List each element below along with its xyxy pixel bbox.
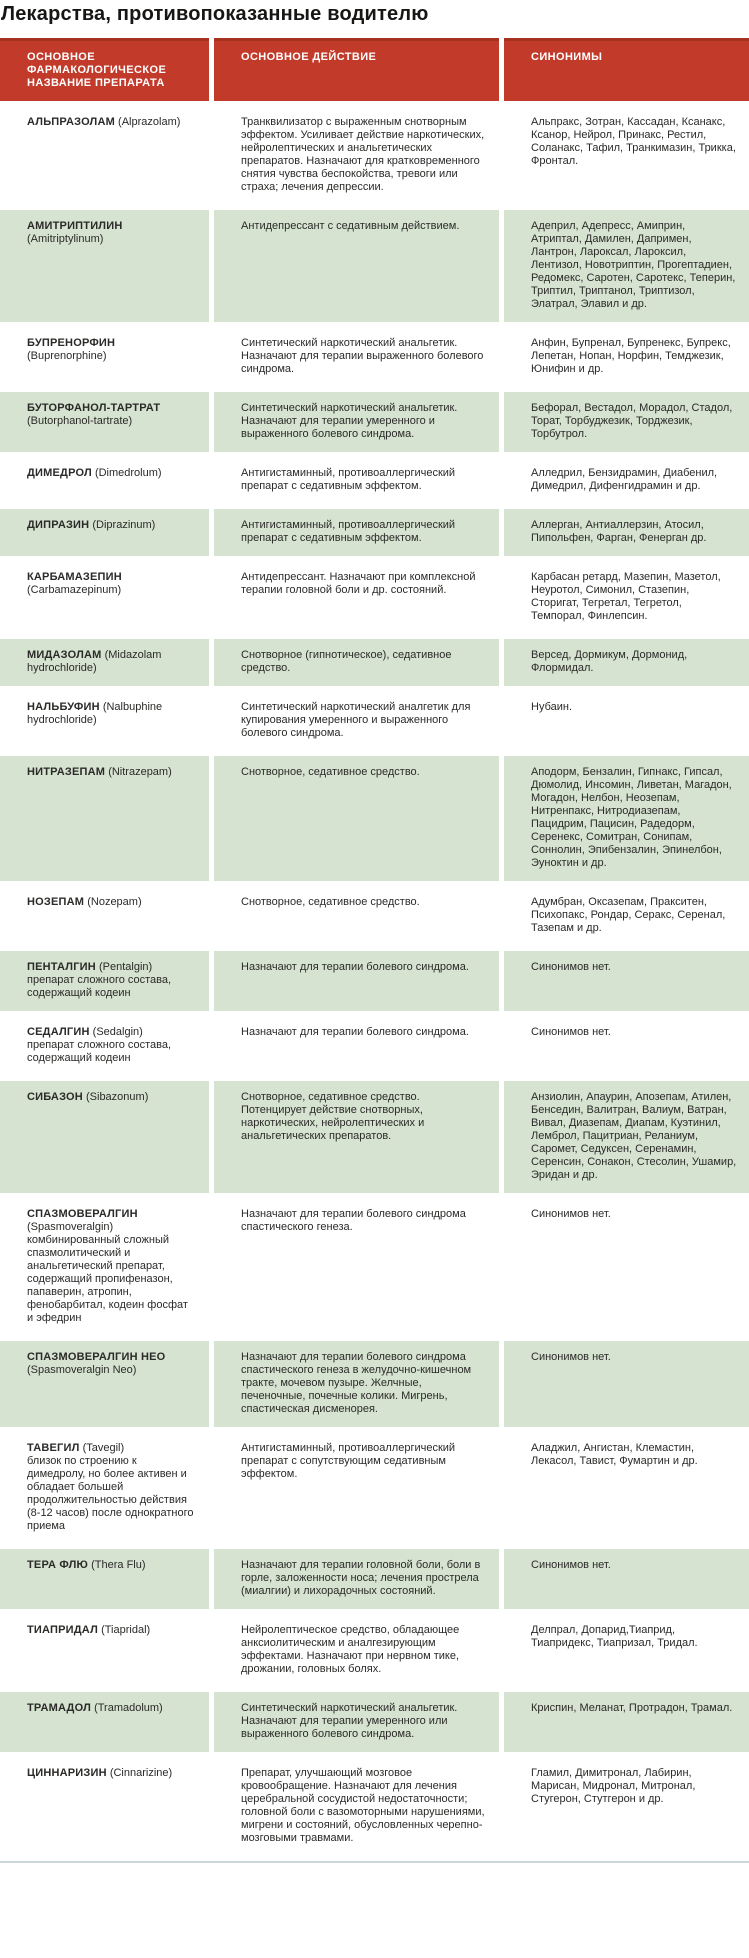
drug-name-cell (0, 1757, 209, 1856)
bottom-divider (0, 1861, 749, 1869)
drug-name: БУТОРФАНОЛ-ТАРТРАТ (27, 402, 161, 414)
drug-name: ПЕНТАЛГИН (27, 961, 96, 973)
drug-name: БУПРЕНОРФИН (27, 337, 116, 349)
table-header-row (0, 38, 749, 101)
drug-action-cell: Препарат, улучшающий мозговое кровообращение. Назначают для лечения церебральной сосудистой недостаточности; головной боли с вазомоторными нарушениями, мигрени и состояний, обусловленных черепно-мозговыми травмами. (214, 1757, 499, 1856)
column-header-main-action: ОСНОВНОЕ ДЕЙСТВИЕ (214, 38, 499, 101)
drug-synonyms-cell: Аподорм, Бензалин, Гипнакс, Гипсал, Дюмолид, Инсомин, Ливетан, Магадон, Могадон, Нелбон, Неозепам, Нитренпакс, Нитродиазепам, Пацидрим, Пацисин, Радедорм, Серенекс, Сомитран, Сонипам, Соннолин, Эпибензалин, Эпинелбон, Эуноктин и др. (504, 756, 749, 881)
drug-name: МИДАЗОЛАМ (27, 649, 102, 661)
drug-latin-name: (Pentalgin) (98, 961, 153, 973)
table-row (0, 210, 749, 322)
table-row (0, 951, 749, 1011)
drug-name-cell (0, 1341, 209, 1427)
column-header-synonyms: СИНОНИМЫ (504, 38, 749, 101)
drug-action-cell: Нейролептическое средство, обладающее анксиолитическим и аналгезирующим эффектами. Назначают при нервном тике, дрожании, головных болях. (214, 1614, 499, 1687)
drug-latin-name: (Carbamazepinum) (27, 584, 122, 596)
drug-name: СЕДАЛГИН (27, 1026, 90, 1038)
drug-name: НИТРАЗЕПАМ (27, 766, 106, 778)
drug-name-cell (0, 951, 209, 1011)
drug-name: ТЕРА ФЛЮ (27, 1559, 89, 1571)
table-row (0, 1016, 749, 1076)
drug-action-cell: Снотворное, седативное средство. Потенцирует действие снотворных, наркотических, нейролептических и анальгетических препаратов. (214, 1081, 499, 1193)
table-row (0, 691, 749, 751)
drug-action-cell: Антидепрессант с седативным действием. (214, 210, 499, 322)
drug-name-cell (0, 886, 209, 946)
drug-latin-name: (Buprenorphine) (27, 350, 107, 362)
drug-note: препарат сложного состава, содержащий кодеин (27, 1039, 172, 1064)
drug-name: КАРБАМАЗЕПИН (27, 571, 122, 583)
drug-action-cell: Антигистаминный, противоаллергический препарат с сопутствующим седативным эффектом. (214, 1432, 499, 1544)
drug-name-cell (0, 1432, 209, 1544)
drug-latin-name: (Tramadolum) (94, 1702, 163, 1714)
drug-action-cell: Синтетический наркотический анальгетик. Назначают для терапии выраженного болевого синдрома. (214, 327, 499, 387)
table-row (0, 886, 749, 946)
drug-name-cell (0, 1198, 209, 1336)
drug-name: ЦИННАРИЗИН (27, 1767, 107, 1779)
drug-action-cell: Назначают для терапии болевого синдрома спастического генеза в желудочно-кишечном тракте, мочевом пузыре. Желчные, печеночные, почечные колики. Мигрень, спастическая дисменорея. (214, 1341, 499, 1427)
drug-synonyms-cell: Нубаин. (504, 691, 749, 751)
drug-synonyms-cell: Анфин, Бупренал, Бупренекс, Бупрекс, Лепетан, Нопан, Норфин, Темджезик, Юнифин и др. (504, 327, 749, 387)
drug-synonyms-cell: Синонимов нет. (504, 1198, 749, 1336)
drug-latin-name: (Nalbuphine hydrochloride) (27, 701, 163, 726)
drug-action-cell: Антигистаминный, противоаллергический препарат с седативным эффектом. (214, 509, 499, 556)
table-row (0, 1432, 749, 1544)
drug-latin-name: (Alprazolam) (118, 116, 181, 128)
drug-synonyms-cell: Адумбран, Оксазепам, Пракситен, Психопакс, Рондар, Серакс, Серенал, Тазепам и др. (504, 886, 749, 946)
table-row (0, 756, 749, 881)
drug-synonyms-cell: Синонимов нет. (504, 1549, 749, 1609)
drug-note: близок по строению к димедролу, но более активен и обладает большей продолжительностью действия (8-12 часов) после однократного приема (27, 1455, 194, 1532)
drug-latin-name: (Nitrazepam) (108, 766, 172, 778)
drug-action-cell: Назначают для терапии болевого синдрома. (214, 1016, 499, 1076)
drug-synonyms-cell: Адеприл, Адепресс, Амиприн, Атриптал, Дамилен, Дапримен, Лантрон, Лароксал, Лароксил, Лентизол, Новотриптин, Прогептадиен, Редомекс, Саротен, Саротекс, Теперин, Триптил, Триптанол, Триптизол, Элатрал, Элавил и др. (504, 210, 749, 322)
drug-table-body (0, 106, 749, 1856)
table-row (0, 1692, 749, 1752)
drug-name-cell (0, 1614, 209, 1687)
drug-name: СПАЗМОВЕРАЛГИН (27, 1208, 138, 1220)
drug-action-cell: Синтетический наркотический анальгетик. Назначают для терапии умеренного или выраженного болевого синдрома. (214, 1692, 499, 1752)
drug-latin-name: (Dimedrolum) (94, 467, 162, 479)
drug-latin-name: (Sibazonum) (86, 1091, 149, 1103)
drug-note: препарат сложного состава, содержащий кодеин (27, 974, 172, 999)
drug-action-cell: Транквилизатор с выраженным снотворным эффектом. Усиливает действие наркотических, нейролептических и анальгетических препаратов. Назначают для кратковременного снятия чувства беспокойства, тревоги или страха; лечения депрессии. (214, 106, 499, 205)
page-title: Лекарства, противопоказанные водителю (1, 3, 429, 25)
drug-latin-name: (Diprazinum) (92, 519, 156, 531)
drug-name: ДИМЕДРОЛ (27, 467, 92, 479)
drug-synonyms-cell: Версед, Дормикум, Дормонид, Флормидал. (504, 639, 749, 686)
drug-synonyms-cell: Синонимов нет. (504, 1016, 749, 1076)
drug-latin-name: (Cinnarizine) (109, 1767, 173, 1779)
drug-name: АЛЬПРАЗОЛАМ (27, 116, 115, 128)
drug-action-cell: Назначают для терапии болевого синдрома. (214, 951, 499, 1011)
drug-action-cell: Синтетический наркотический аналгетик для купирования умеренного и выраженного болевого синдрома. (214, 691, 499, 751)
drug-latin-name: (Spasmoveralgin) (27, 1221, 114, 1233)
drug-synonyms-cell: Криспин, Меланат, Протрадон, Трамал. (504, 1692, 749, 1752)
table-row (0, 1081, 749, 1193)
drug-name: ТИАПРИДАЛ (27, 1624, 99, 1636)
drug-action-cell: Снотворное (гипнотическое), седативное средство. (214, 639, 499, 686)
drug-latin-name: (Tavegil) (82, 1442, 125, 1454)
drug-name-cell (0, 210, 209, 322)
drug-synonyms-cell: Делпрал, Допарид,Тиаприд, Тиапридекс, Тиапризал, Тридал. (504, 1614, 749, 1687)
drug-latin-name: (Amitriptylinum) (27, 233, 104, 245)
table-row (0, 392, 749, 452)
drug-name-cell (0, 1016, 209, 1076)
drug-action-cell: Антигистаминный, противоаллергический препарат с седативным эффектом. (214, 457, 499, 504)
table-row (0, 561, 749, 634)
drug-synonyms-cell: Карбасан ретард, Мазепин, Мазетол, Неуротол, Симонил, Стазепин, Сторигат, Тегретал, Тегретол, Темпорал, Финлепсин. (504, 561, 749, 634)
drug-name-cell (0, 1692, 209, 1752)
drug-note: комбинированный сложный спазмолитический и анальгетический препарат, содержащий пропифеназон, папаверин, атропин, фенобарбитал, кодеин фосфат и эфедрин (27, 1234, 188, 1324)
drug-action-cell: Синтетический наркотический анальгетик. Назначают для терапии умеренного и выраженного болевого синдрома. (214, 392, 499, 452)
drug-latin-name: (Sedalgin) (92, 1026, 143, 1038)
drug-name: НАЛЬБУФИН (27, 701, 100, 713)
page (0, 3, 749, 1869)
table-row (0, 509, 749, 556)
drug-latin-name: (Thera Flu) (91, 1559, 146, 1571)
table-row (0, 1549, 749, 1609)
drug-synonyms-cell: Синонимов нет. (504, 1341, 749, 1427)
drug-synonyms-cell: Алледрил, Бензидрамин, Диабенил, Димедрил, Дифенгидрамин и др. (504, 457, 749, 504)
drug-synonyms-cell: Анзиолин, Апаурин, Апозепам, Атилен, Бенседин, Валитран, Валиум, Ватран, Вивал, Диазепам, Диапам, Куэтинил, Лемброл, Пацитриан, Реланиум, Саромет, Седуксен, Серенамин, Серенсин, Сонакон, Стесолин, Ушамир, Эридан и др. (504, 1081, 749, 1193)
drug-synonyms-cell: Синонимов нет. (504, 951, 749, 1011)
drug-action-cell: Назначают для терапии болевого синдрома спастического генеза. (214, 1198, 499, 1336)
drug-action-cell: Назначают для терапии головной боли, боли в горле, заложенности носа; лечения прострела (миалгии) и лихорадочных состояний. (214, 1549, 499, 1609)
table-row (0, 639, 749, 686)
drug-name-cell (0, 457, 209, 504)
drug-name-cell (0, 756, 209, 881)
drug-latin-name: (Midazolam hydrochloride) (27, 649, 162, 674)
drug-name-cell (0, 1549, 209, 1609)
drug-name: СПАЗМОВЕРАЛГИН НЕО (27, 1351, 166, 1363)
drug-synonyms-cell: Альпракс, Зотран, Кассадан, Ксанакс, Ксанор, Нейрол, Принакс, Рестил, Соланакс, Тафил, Транкимазин, Трикка, Фронтал. (504, 106, 749, 205)
drug-action-cell: Снотворное, седативное средство. (214, 756, 499, 881)
drug-name-cell (0, 639, 209, 686)
drug-name-cell (0, 691, 209, 751)
drug-name: НОЗЕПАМ (27, 896, 85, 908)
drug-synonyms-cell: Бефорал, Вестадол, Морадол, Стадол, Торат, Торбуджезик, Торджезик, Торбутрол. (504, 392, 749, 452)
drug-synonyms-cell: Гламил, Димитронал, Лабирин, Марисан, Мидронал, Митронал, Стугерон, Стутгерон и др. (504, 1757, 749, 1856)
drug-latin-name: (Butorphanol-tartrate) (27, 415, 133, 427)
drug-name-cell (0, 509, 209, 556)
drug-name: СИБАЗОН (27, 1091, 83, 1103)
drug-latin-name: (Tiapridal) (101, 1624, 151, 1636)
drug-name-cell (0, 561, 209, 634)
drug-synonyms-cell: Аладжил, Ангистан, Клемастин, Лекасол, Тавист, Фумартин и др. (504, 1432, 749, 1544)
drug-action-cell: Снотворное, седативное средство. (214, 886, 499, 946)
drug-name-cell (0, 327, 209, 387)
drug-name: ТАВЕГИЛ (27, 1442, 80, 1454)
column-header-drug-name: ОСНОВНОЕ ФАРМАКОЛОГИЧЕСКОЕ НАЗВАНИЕ ПРЕПАРАТА (0, 38, 209, 101)
drug-name-cell (0, 1081, 209, 1193)
table-row (0, 1614, 749, 1687)
table-row (0, 106, 749, 205)
drug-synonyms-cell: Аллерган, Антиаллерзин, Атосил, Пипольфен, Фарган, Фенерган др. (504, 509, 749, 556)
drug-latin-name: (Nozepam) (87, 896, 142, 908)
drug-name-cell (0, 392, 209, 452)
drug-action-cell: Антидепрессант. Назначают при комплексной терапии головной боли и др. состояний. (214, 561, 499, 634)
drug-name: ДИПРАЗИН (27, 519, 90, 531)
drug-name: ТРАМАДОЛ (27, 1702, 91, 1714)
drug-latin-name: (Spasmoveralgin Neo) (27, 1364, 137, 1376)
table-row (0, 1198, 749, 1336)
table-row (0, 1341, 749, 1427)
table-row (0, 1757, 749, 1856)
table-row (0, 457, 749, 504)
drug-name-cell (0, 106, 209, 205)
table-row (0, 327, 749, 387)
drug-name: АМИТРИПТИЛИН (27, 220, 123, 232)
